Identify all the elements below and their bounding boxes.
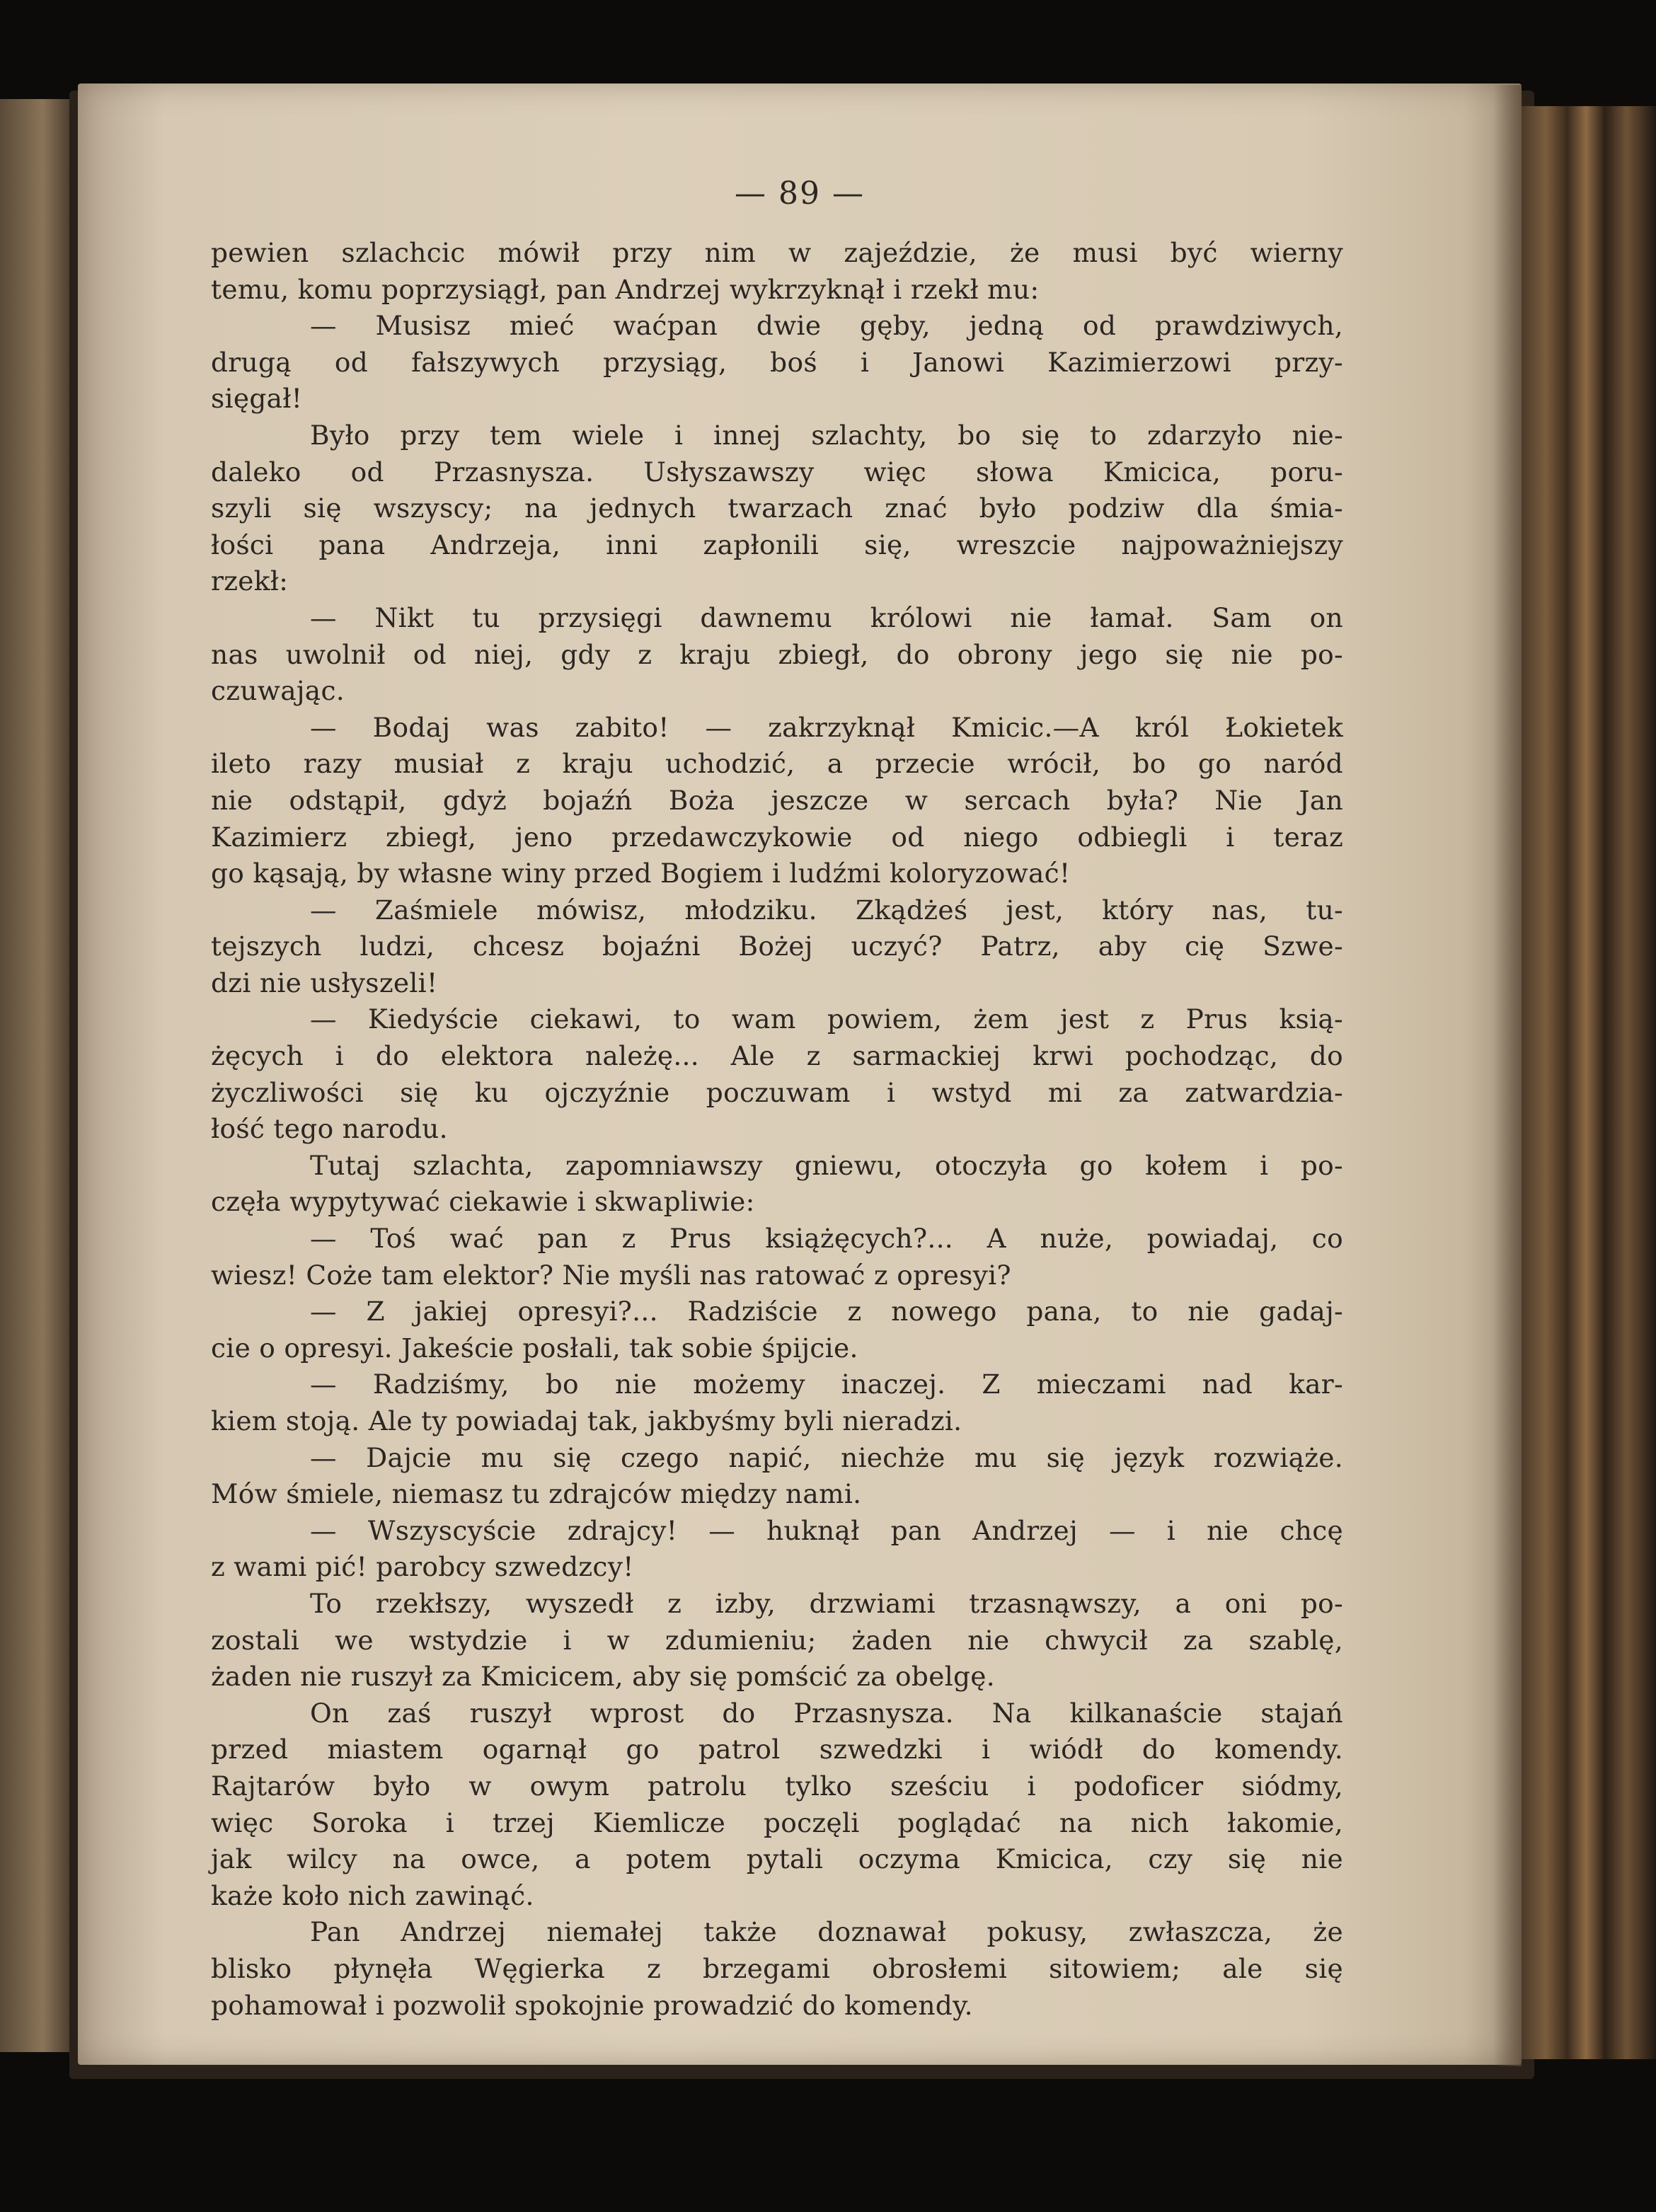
text-line: Mów śmiele, niemasz tu zdrajców między nami. xyxy=(211,1478,862,1510)
text-line: go kąsają, by własne winy przed Bogiem i ludźmi koloryzować! xyxy=(211,858,1071,889)
text-line: szyli się wszyscy; na jednych twarzach znać było podziw dla śmia- xyxy=(211,492,1343,524)
text-line: pewien szlachcic mówił przy nim w zajeździe, że musi być wierny xyxy=(211,237,1343,268)
text-line: przed miastem ogarnął go patrol szwedzki i wiódł do komendy. xyxy=(211,1734,1343,1765)
text-line: wiesz! Coże tam elektor? Nie myśli nas ratować z opresyi? xyxy=(211,1259,1011,1291)
text-line: — Zaśmiele mówisz, młodziku. Zkądżeś jest, który nas, tu- xyxy=(310,894,1343,926)
text-line: życzliwości się ku ojczyźnie poczuwam i wstyd mi za zatwardzia- xyxy=(211,1076,1343,1108)
text-line: — Dajcie mu się czego napić, niechże mu się język rozwiąże. xyxy=(310,1441,1343,1473)
text-line: — Nikt tu przysięgi dawnemu królowi nie łamał. Sam on xyxy=(310,601,1343,633)
text-line: żęcych i do elektora należę... Ale z sarmackiej krwi pochodząc, do xyxy=(211,1040,1343,1072)
text-line: Pan Andrzej niemałej także doznawał pokusy, zwłaszcza, że xyxy=(310,1916,1343,1948)
text-line: każe koło nich zawinąć. xyxy=(211,1879,534,1911)
text-line: drugą od fałszywych przysiąg, boś i Janowi Kazimierzowi przy- xyxy=(211,346,1343,378)
text-line: z wami pić! parobcy szwedzcy! xyxy=(211,1551,634,1583)
previous-page-edge xyxy=(0,99,78,2052)
text-line: Tutaj szlachta, zapomniawszy gniewu, otoczyła go kołem i po- xyxy=(310,1149,1343,1181)
text-line: daleko od Przasnysza. Usłyszawszy więc słowa Kmicica, poru- xyxy=(211,456,1343,488)
text-line: żaden nie ruszył za Kmicicem, aby się pomścić za obelgę. xyxy=(211,1661,996,1693)
text-line: — Z jakiej opresyi?... Radziście z nowego pana, to nie gadaj- xyxy=(310,1296,1343,1327)
text-line: rzekł: xyxy=(211,565,289,597)
text-line: łość tego narodu. xyxy=(211,1113,448,1145)
text-line: nie odstąpił, gdyż bojaźń Boża jeszcze w sercach była? Nie Jan xyxy=(211,784,1343,816)
text-line: zostali we wstydzie i w zdumieniu; żaden nie chwycił za szablę, xyxy=(211,1624,1343,1656)
text-line: tejszych ludzi, chcesz bojaźni Bożej uczyć? Patrz, aby cię Szwe- xyxy=(211,931,1343,962)
page-gutter-shadow xyxy=(1493,85,1522,2066)
text-line: więc Soroka i trzej Kiemlicze poczęli poglądać na nich łakomie, xyxy=(211,1807,1343,1838)
text-line: kiem stoją. Ale ty powiadaj tak, jakbyśmy byli nieradzi. xyxy=(211,1405,962,1436)
text-line: jak wilcy na owce, a potem pytali oczyma Kmicica, czy się nie xyxy=(211,1843,1343,1875)
text-line: sięgał! xyxy=(211,383,303,415)
body-text xyxy=(211,235,1343,2024)
text-line: — Musisz mieć waćpan dwie gęby, jedną od prawdziwych, xyxy=(310,310,1343,342)
text-line: łości pana Andrzeja, inni zapłonili się, wreszcie najpoważniejszy xyxy=(211,529,1343,560)
text-line: — Wszyscyście zdrajcy! — huknął pan Andrzej — i nie chcę xyxy=(310,1514,1343,1546)
text-line: dzi nie usłyszeli! xyxy=(211,967,438,998)
text-line: pohamował i pozwolił spokojnie prowadzić do komendy. xyxy=(211,1989,973,2021)
text-line: cie o opresyi. Jakeście posłali, tak sobie śpijcie. xyxy=(211,1332,858,1364)
text-line: Rajtarów było w owym patrolu tylko sześciu i podoficer siódmy, xyxy=(211,1770,1343,1802)
text-line: ileto razy musiał z kraju uchodzić, a przecie wrócił, bo go naród xyxy=(211,748,1343,780)
text-line: Było przy tem wiele i innej szlachty, bo się to zdarzyło nie- xyxy=(310,419,1343,451)
text-line: temu, komu poprzysiągł, pan Andrzej wykrzyknął i rzekł mu: xyxy=(211,273,1040,305)
page-number: — 89 — xyxy=(735,175,865,212)
text-line: czuwając. xyxy=(211,675,345,707)
text-line: On zaś ruszył wprost do Przasnysza. Na kilkanaście stajań xyxy=(310,1697,1343,1729)
text-line: — Bodaj was zabito! — zakrzyknął Kmicic.—A król Łokietek xyxy=(310,711,1343,743)
text-line: — Toś wać pan z Prus książęcych?... A nuże, powiadaj, co xyxy=(310,1223,1343,1255)
text-line: — Radziśmy, bo nie możemy inaczej. Z mieczami nad kar- xyxy=(310,1369,1343,1400)
text-line: częła wypytywać ciekawie i skwapliwie: xyxy=(211,1186,755,1218)
text-line: blisko płynęła Węgierka z brzegami obrosłemi sitowiem; ale się xyxy=(211,1952,1343,1984)
text-line: To rzekłszy, wyszedł z izby, drzwiami trzasnąwszy, a oni po- xyxy=(310,1587,1343,1619)
book-spine xyxy=(1522,106,1656,2059)
text-line: Kazimierz zbiegł, jeno przedawczykowie od niego odbiegli i teraz xyxy=(211,821,1343,853)
text-line: — Kiedyście ciekawi, to wam powiem, żem jest z Prus ksią- xyxy=(310,1003,1343,1035)
text-line: nas uwolnił od niej, gdy z kraju zbiegł, do obrony jego się nie po- xyxy=(211,638,1343,670)
